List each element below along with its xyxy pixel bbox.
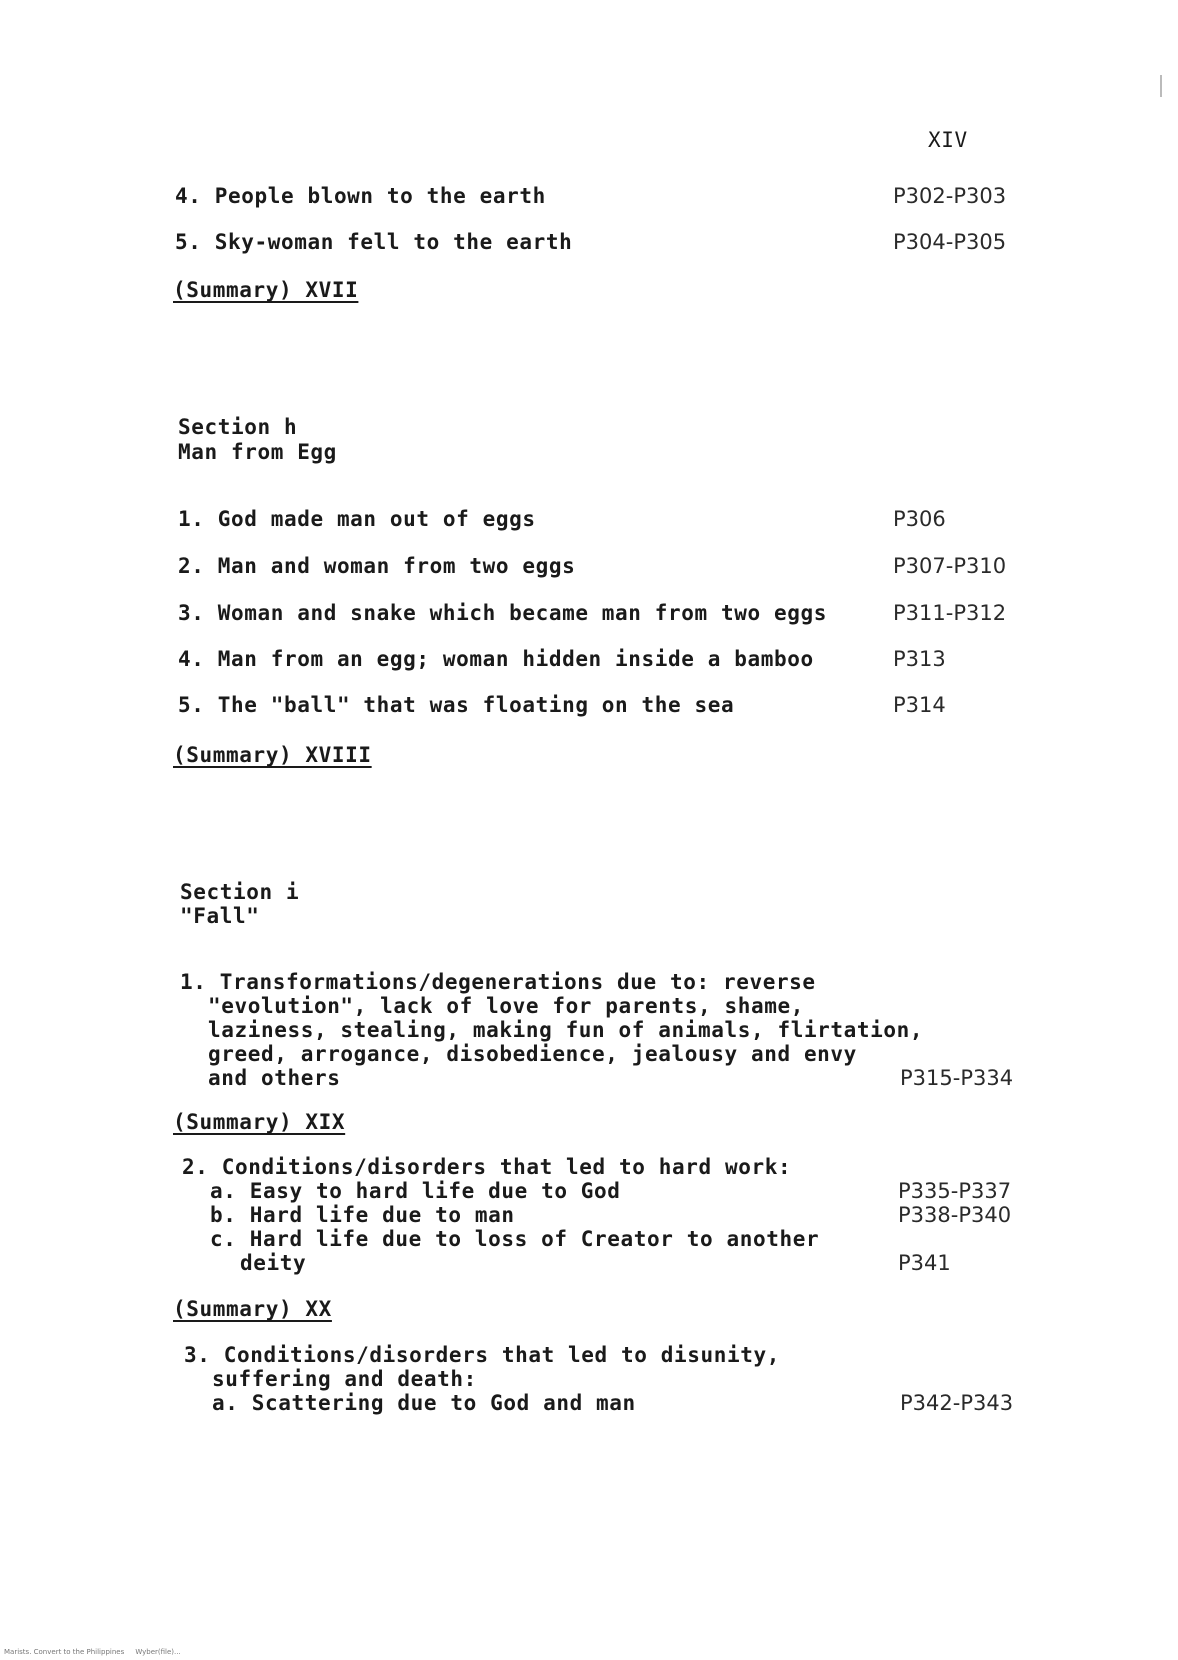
- page-ref: P335-P337: [898, 1179, 1012, 1203]
- summary-label: (Summary) XVIII: [173, 743, 372, 767]
- list-item: 5. Sky-woman fell to the earth: [175, 230, 573, 254]
- sub-item: a. Easy to hard life due to God: [210, 1179, 621, 1203]
- list-item: 2. Man and woman from two eggs: [178, 554, 576, 578]
- page-ref: P306: [893, 507, 946, 531]
- page-ref: P315-P334: [900, 1066, 1014, 1090]
- list-heading: 3. Conditions/disorders that led to disunity,: [184, 1343, 780, 1367]
- list-item: 4. People blown to the earth: [175, 184, 546, 208]
- page-ref: P338-P340: [898, 1203, 1012, 1227]
- margin-mark: [1160, 75, 1162, 97]
- page-ref: P342-P343: [900, 1391, 1014, 1415]
- sub-item: a. Scattering due to God and man: [212, 1391, 636, 1415]
- list-item: 4. Man from an egg; woman hidden inside a bamboo: [178, 647, 814, 671]
- summary-label: (Summary) XVII: [173, 278, 359, 302]
- sub-item-cont: deity: [240, 1251, 307, 1275]
- section-title: "Fall": [180, 904, 260, 928]
- page-ref: P302-P303: [893, 184, 1007, 208]
- scan-footer: Marists. Convert to the Philippines Wyber(file)...: [4, 1648, 181, 1656]
- page-number: XIV: [928, 128, 968, 152]
- list-item: 3. Woman and snake which became man from two eggs: [178, 601, 827, 625]
- page-ref: P304-P305: [893, 230, 1007, 254]
- section-heading: Section h: [178, 415, 298, 439]
- summary-label: (Summary) XIX: [173, 1110, 346, 1134]
- paragraph-line: laziness, stealing, making fun of animals, flirtation,: [208, 1018, 924, 1042]
- paragraph-line: "evolution", lack of love for parents, shame,: [208, 994, 804, 1018]
- list-item: 5. The "ball" that was floating on the sea: [178, 693, 735, 717]
- page-ref: P313: [893, 647, 946, 671]
- paragraph-line: greed, arrogance, disobedience, jealousy and envy: [208, 1042, 857, 1066]
- summary-label: (Summary) XX: [173, 1297, 332, 1321]
- list-item: 1. God made man out of eggs: [178, 507, 536, 531]
- page-ref: P307-P310: [893, 554, 1007, 578]
- sub-item: c. Hard life due to loss of Creator to another: [210, 1227, 820, 1251]
- list-heading: 2. Conditions/disorders that led to hard work:: [182, 1155, 792, 1179]
- page-ref: P341: [898, 1251, 951, 1275]
- page-ref: P314: [893, 693, 946, 717]
- section-heading: Section i: [180, 880, 300, 904]
- page-ref: P311-P312: [893, 601, 1007, 625]
- paragraph-line: and others: [208, 1066, 341, 1090]
- paragraph-line: 1. Transformations/degenerations due to: reverse: [180, 970, 816, 994]
- list-heading-cont: suffering and death:: [212, 1367, 477, 1391]
- sub-item: b. Hard life due to man: [210, 1203, 515, 1227]
- section-title: Man from Egg: [178, 440, 337, 464]
